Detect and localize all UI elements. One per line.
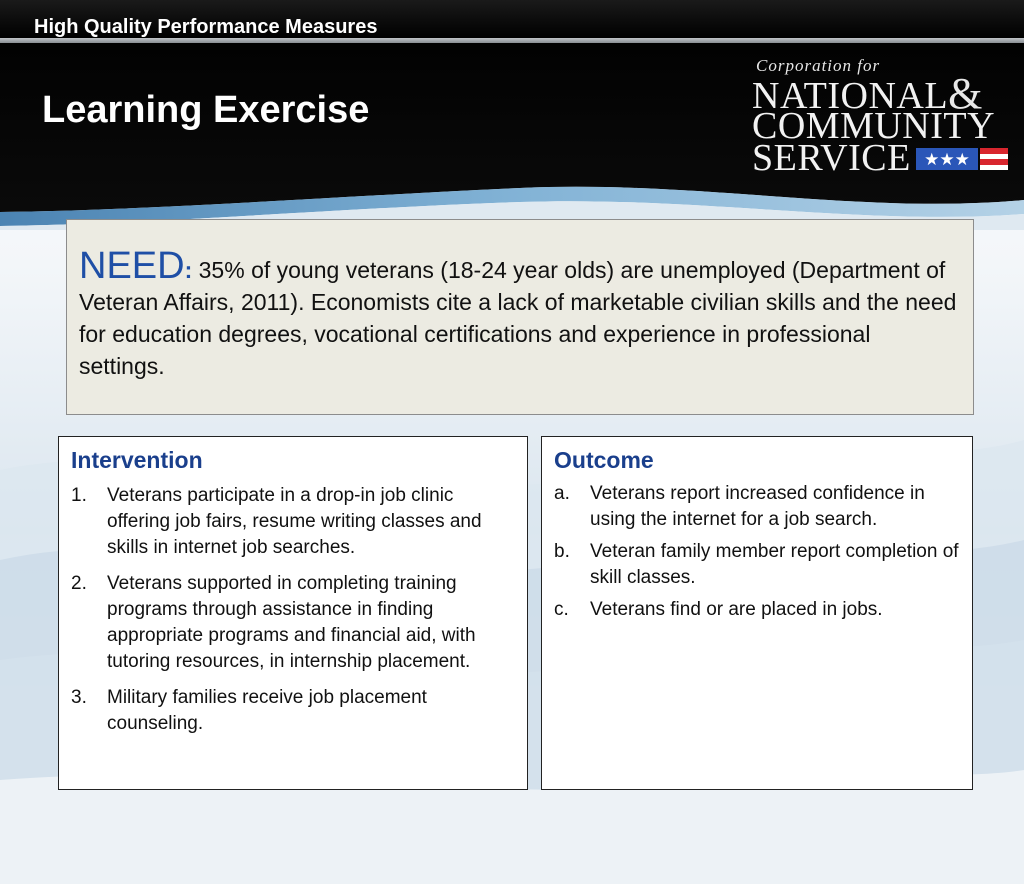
logo-line-national: NATIONAL& <box>752 69 983 118</box>
flag-stars: ★★★ <box>924 150 970 170</box>
intervention-item <box>71 685 511 737</box>
need-label: NEED <box>79 245 185 287</box>
logo-ampersand: & <box>948 69 983 118</box>
outcome-item <box>554 481 964 533</box>
outcome-item <box>554 539 964 591</box>
cncs-logo <box>750 56 1012 178</box>
outcome-list <box>554 481 964 629</box>
outcome-title: Outcome <box>554 447 654 473</box>
logo-tagline: Corporation for <box>756 56 881 75</box>
list-item-text: Veterans find or are placed in jobs. <box>590 599 883 620</box>
list-marker: b. <box>554 541 570 562</box>
list-marker: a. <box>554 483 570 504</box>
slide-title: Learning Exercise <box>42 89 370 131</box>
list-item-text: Veterans supported in completing training programs through assistance in finding appropriate programs and financial aid, with tutoring resources, in internship placement. <box>107 573 476 672</box>
list-item-text: Military families receive job placement counseling. <box>107 687 427 734</box>
intervention-panel <box>58 436 528 790</box>
list-marker: 3. <box>71 687 87 708</box>
intervention-list <box>71 483 511 747</box>
list-item-text: Veteran family member report completion of skill classes. <box>590 541 959 588</box>
logo-line-community: COMMUNITY <box>752 105 996 147</box>
list-marker: c. <box>554 599 569 620</box>
flag-icon <box>916 148 1008 170</box>
list-item-text: Veterans participate in a drop-in job clinic offering job fairs, resume writing classes and skills in internet job searches. <box>107 485 482 558</box>
intervention-item <box>71 571 511 675</box>
list-marker: 2. <box>71 573 87 594</box>
outcome-item <box>554 597 964 623</box>
list-item-text: Veterans report increased confidence in using the internet for a job search. <box>590 483 925 530</box>
outcome-panel <box>541 436 973 790</box>
need-text: 35% of young veterans (18-24 year olds) are unemployed (Department of Veteran Affairs, 2011). Economists cite a lack of marketable civilian skills and the need for education degrees, vocational certifications and experience in professional settings. <box>79 257 957 379</box>
list-marker: 1. <box>71 485 87 506</box>
logo-line-service: SERVICE <box>752 137 911 179</box>
need-statement <box>79 245 959 382</box>
need-statement-box <box>66 219 974 415</box>
intervention-item <box>71 483 511 561</box>
need-colon: : <box>184 257 193 283</box>
intervention-title: Intervention <box>71 447 203 473</box>
presentation-subtitle: High Quality Performance Measures <box>34 16 378 38</box>
